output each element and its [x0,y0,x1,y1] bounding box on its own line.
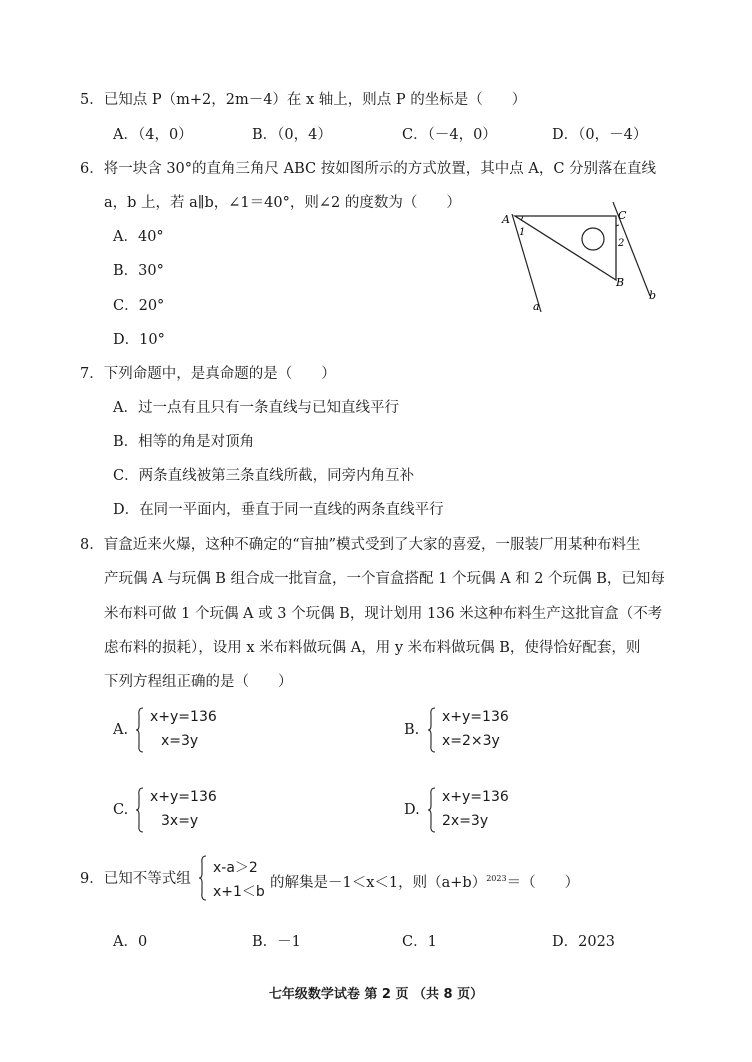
q7-option-c: C．两条直线被第三条直线所截，同旁内角互补 [113,468,415,484]
q8-stem-line5: 下列方程组正确的是（ ） [104,674,293,690]
q5-stem: 5．已知点 P（m+2，2m－4）在 x 轴上，则点 P 的坐标是（ ） [80,92,527,108]
q9-option-a: A．0 [113,934,148,950]
angle-2-label: 2 [618,238,625,249]
q8-b-eq2: x=2×3y [442,733,500,749]
q8-a-eq1: x+y=136 [150,709,217,725]
label-A: A [502,213,510,226]
brace-icon [199,855,207,901]
q8-stem-line4: 虑布料的损耗），设用 x 米布料做玩偶 A，用 y 米布料做玩偶 B，使得恰好配套，则 [104,640,641,656]
q8-stem-line3: 米布料可做 1 个玩偶 A 或 3 个玩偶 B，现计划用 136 米这种布料生产这批盲盒（不考 [104,606,663,622]
q8-option-d-label: D. [404,802,420,818]
q8-option-a-system [136,707,226,755]
q7-option-a: A．过一点有且只有一条直线与已知直线平行 [113,400,399,416]
label-b: b [649,289,657,302]
page-footer: 七年级数学试卷 第 2 页 （共 8 页） [268,987,484,1002]
q9-suffix-text: 的解集是－1＜x＜1，则（a+b） [270,874,487,891]
q8-option-d-system [428,787,528,835]
set-square-triangle [515,216,616,280]
q8-option-c-system [136,787,226,835]
q8-c-eq2: 3x=y [161,813,199,829]
q6-stem-line1: 6．将一块含 30°的直角三角尺 ABC 按如图所示的方式放置，其中点 A，C 分别落在直线 [80,161,657,177]
q9-option-b: B．－1 [252,934,301,950]
brace-icon [428,707,436,753]
brace-icon [428,787,436,833]
label-B: B [616,276,625,289]
q9-option-d: D．2023 [552,934,616,950]
triangle-parallel-lines-figure [495,202,670,314]
q8-option-a-label: A. [113,722,129,738]
brace-icon [136,707,144,753]
label-C: C [618,209,627,222]
line-a [512,214,541,312]
q9-prefix: 9．已知不等式组 [80,871,191,887]
q8-d-eq1: x+y=136 [442,789,509,805]
q6-option-c: C．20° [113,298,165,314]
q7-stem: 7．下列命题中，是真命题的是（ ） [80,366,336,382]
q5-option-c: C．（－4，0） [402,127,497,143]
q7-option-d: D．在同一平面内，垂直于同一直线的两条直线平行 [113,502,444,518]
angle-1-label: 1 [519,227,526,238]
q8-c-eq1: x+y=136 [150,789,217,805]
set-square-hole [582,228,604,250]
q9-tail: ＝（ ） [506,874,580,891]
q9-suffix [270,869,579,893]
q8-option-b-label: B. [404,722,420,738]
q8-a-eq2: x=3y [161,733,199,749]
q5-option-d: D．（0，－4） [552,127,648,143]
q8-stem-line1: 8．盲盒近来火爆，这种不确定的“盲抽”模式受到了大家的喜爱，一服装厂用某种布料生 [80,537,641,553]
q9-option-c: C．1 [402,934,437,950]
q5-option-a: A．（4，0） [113,127,193,143]
q6-stem-line2: a，b 上，若 a∥b，∠1＝40°，则∠2 的度数为（ ） [104,195,461,211]
q8-b-eq1: x+y=136 [442,709,509,725]
q8-stem-line2: 产玩偶 A 与玩偶 B 组合成一批盲盒，一个盲盒搭配 1 个玩偶 A 和 2 个玩偶 B，已知每 [104,571,665,587]
q8-option-b-system [428,707,528,755]
q9-exponent: 2023 [486,874,507,883]
q7-option-b: B．相等的角是对顶角 [113,434,255,450]
q6-option-d: D．10° [113,332,165,348]
q9-inequality-system [199,855,279,903]
q6-option-b: B．30° [113,263,164,279]
q8-d-eq2: 2x=3y [442,813,489,829]
q5-option-b: B．（0，4） [252,127,332,143]
brace-icon [136,787,144,833]
label-a: a [533,300,540,313]
q9-ineq1: x-a＞2 [213,860,258,876]
q6-option-a: A．40° [113,229,164,245]
q9-ineq2: x+1＜b [213,884,265,900]
q8-option-c-label: C. [113,802,129,818]
